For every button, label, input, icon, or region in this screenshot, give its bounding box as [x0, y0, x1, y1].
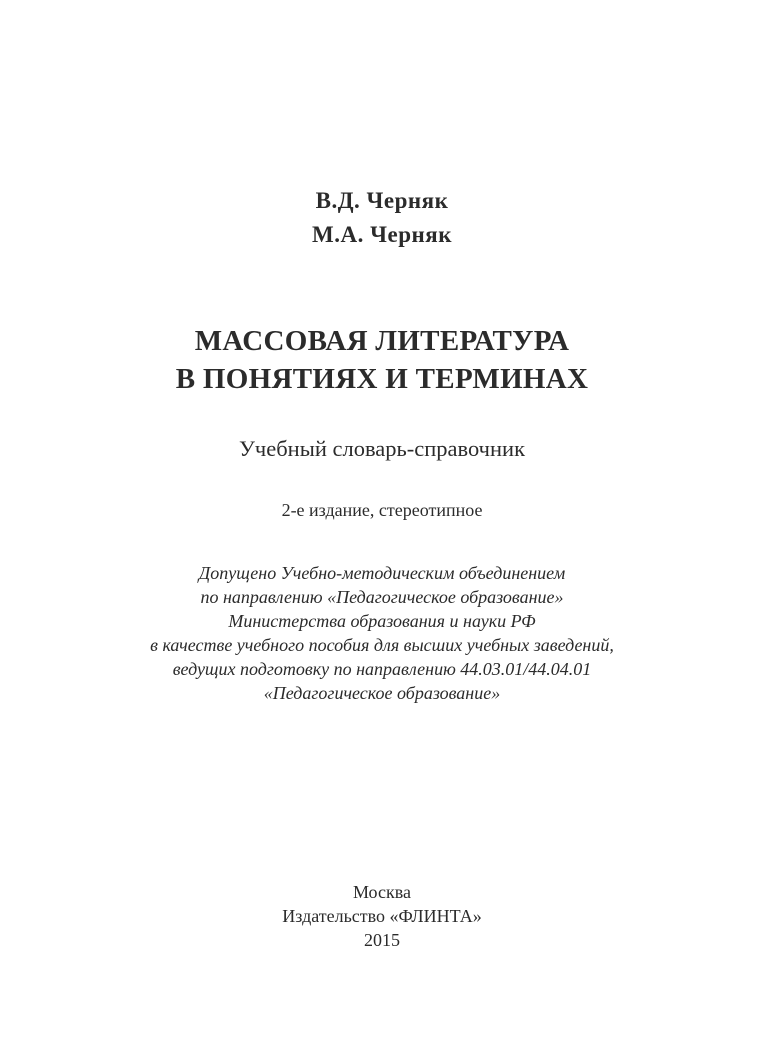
book-title-line: МАССОВАЯ ЛИТЕРАТУРА [194, 325, 570, 357]
book-subtitle: Учебный словарь-справочник [238, 436, 526, 461]
imprint-publisher: Издательство «ФЛИНТА» [282, 906, 482, 926]
approval-line: Допущено Учебно-методическим объединением [198, 563, 566, 583]
edition-note: 2-е издание, стереотипное [281, 500, 483, 520]
imprint-year: 2015 [364, 930, 400, 950]
approval-line: «Педагогическое образование» [263, 683, 501, 703]
approval-line: ведущих подготовку по направлению 44.03.01/44.04.01 [172, 659, 592, 679]
imprint-city: Москва [353, 882, 411, 902]
approval-line: в качестве учебного пособия для высших учебных заведений, [150, 635, 614, 655]
approval-line: по направлению «Педагогическое образование» [200, 587, 564, 607]
author-name: М.А. Черняк [312, 222, 452, 247]
book-title-line: В ПОНЯТИЯХ И ТЕРМИНАХ [175, 363, 589, 395]
approval-line: Министерства образования и науки РФ [228, 611, 536, 631]
author-name: В.Д. Черняк [315, 188, 449, 213]
